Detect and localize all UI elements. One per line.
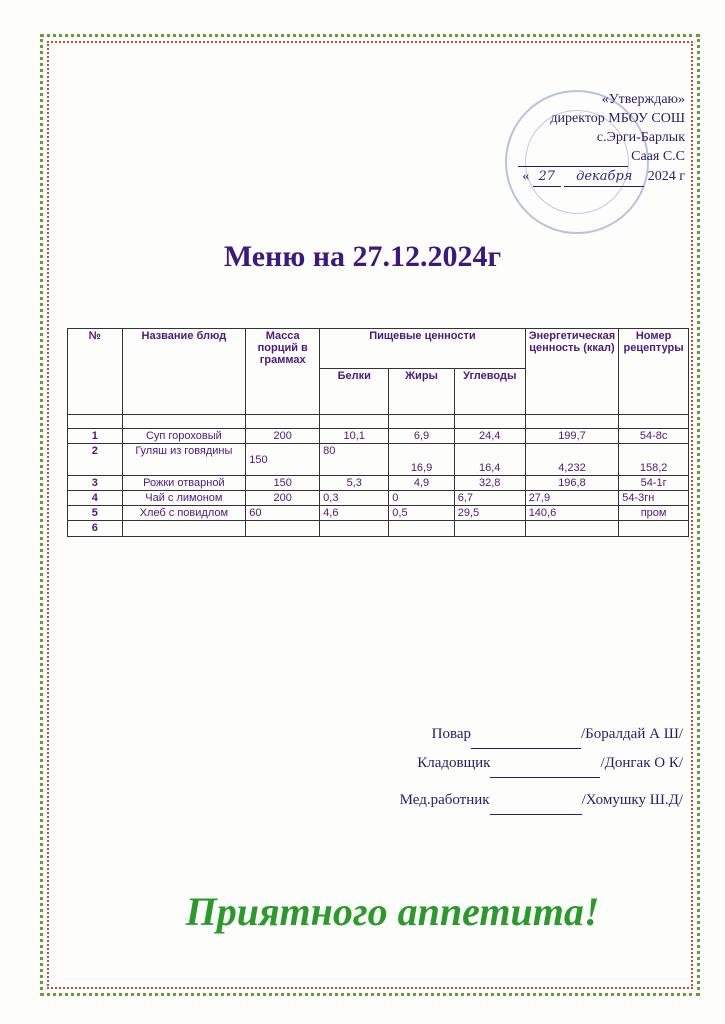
row-protein: 0,3 [320, 491, 389, 506]
header-protein: Белки [320, 369, 389, 415]
date-year: 2024 г [647, 169, 685, 184]
row-protein: 80 [320, 444, 389, 476]
table-row [68, 521, 689, 537]
row-dish: Хлеб с повидлом [122, 506, 246, 521]
menu-table [67, 328, 689, 537]
row-dish [122, 521, 246, 537]
row-dish: Чай с лимоном [122, 491, 246, 506]
row-carbs: 16,4 [454, 444, 525, 476]
row-energy: 196,8 [525, 476, 619, 491]
row-carbs: 29,5 [454, 506, 525, 521]
staff-line-cook [400, 720, 683, 749]
row-carbs: 6,7 [454, 491, 525, 506]
staff-name: /Донгак О К/ [600, 755, 683, 771]
date-day: 27 [533, 167, 561, 187]
table-row [68, 444, 689, 476]
staff-signatures [400, 720, 683, 815]
row-fat: 4,9 [389, 476, 454, 491]
row-recipe: пром [619, 506, 689, 521]
row-mass: 200 [246, 491, 320, 506]
row-num: 1 [68, 429, 123, 444]
header-recipe: Номер рецептуры [619, 329, 689, 415]
row-recipe: 158,2 [619, 444, 689, 476]
row-fat: 0 [389, 491, 454, 506]
row-mass [246, 521, 320, 537]
approval-location: с.Эрги-Барлык [596, 130, 685, 145]
row-recipe: 54-1г [619, 476, 689, 491]
signature-line [471, 720, 581, 749]
approval-heading: «Утверждаю» [601, 92, 685, 107]
staff-line-medic [400, 786, 683, 815]
approval-position: директор МБОУ СОШ [550, 111, 685, 126]
row-dish: Рожки отварной [122, 476, 246, 491]
signature-line [490, 786, 582, 815]
row-protein: 10,1 [320, 429, 389, 444]
row-mass: 200 [246, 429, 320, 444]
staff-role: Мед.работник [399, 792, 490, 808]
row-carbs: 32,8 [454, 476, 525, 491]
staff-line-storekeeper [400, 749, 683, 778]
staff-role: Кладовщик [417, 755, 491, 771]
table-row [68, 476, 689, 491]
row-protein: 4,6 [320, 506, 389, 521]
row-mass: 150 [246, 476, 320, 491]
header-fat: Жиры [389, 369, 454, 415]
row-protein [320, 521, 389, 537]
row-fat: 6,9 [389, 429, 454, 444]
page-title: Меню на 27.12.2024г [223, 240, 502, 273]
approval-signature-line [518, 147, 685, 167]
row-mass: 150 [246, 444, 320, 476]
director-signature [518, 147, 628, 167]
row-recipe: 54-3гн [619, 491, 689, 506]
row-num: 4 [68, 491, 123, 506]
row-recipe: 54-8с [619, 429, 689, 444]
row-num: 3 [68, 476, 123, 491]
staff-name: /Боралдай А Ш/ [580, 726, 683, 742]
director-name: Саая С.С [631, 149, 685, 164]
signature-line [490, 749, 600, 778]
row-fat: 0,5 [389, 506, 454, 521]
row-dish: Суп гороховый [122, 429, 246, 444]
header-num: № [68, 329, 123, 415]
table-row [68, 429, 689, 444]
header-carbs: Углеводы [454, 369, 525, 415]
row-dish: Гуляш из говядины [122, 444, 246, 476]
row-recipe [619, 521, 689, 537]
row-energy: 4,232 [525, 444, 619, 476]
row-num: 5 [68, 506, 123, 521]
row-fat: 16,9 [389, 444, 454, 476]
staff-name: /Хомушку Ш.Д/ [581, 792, 683, 808]
header-energy: Энергетическая ценность (ккал) [525, 329, 619, 415]
row-carbs: 24,4 [454, 429, 525, 444]
table-row [68, 491, 689, 506]
row-energy: 27,9 [525, 491, 619, 506]
header-mass: Масса порций в граммах [246, 329, 320, 415]
row-num: 2 [68, 444, 123, 476]
row-energy [525, 521, 619, 537]
staff-role: Повар [431, 726, 471, 742]
row-num: 6 [68, 521, 123, 537]
table-row [68, 506, 689, 521]
row-mass: 60 [246, 506, 320, 521]
footer-greeting: Приятного аппетита! [185, 889, 600, 934]
row-protein: 5,3 [320, 476, 389, 491]
row-energy: 140,6 [525, 506, 619, 521]
date-quote: « [522, 169, 530, 184]
header-nutrition: Пищевые ценности [320, 329, 526, 369]
row-carbs [454, 521, 525, 537]
date-month: декабря [564, 167, 644, 187]
header-dish: Название блюд [122, 329, 246, 415]
row-energy: 199,7 [525, 429, 619, 444]
row-fat [389, 521, 454, 537]
approval-date-line [518, 167, 685, 187]
approval-block [518, 90, 685, 187]
